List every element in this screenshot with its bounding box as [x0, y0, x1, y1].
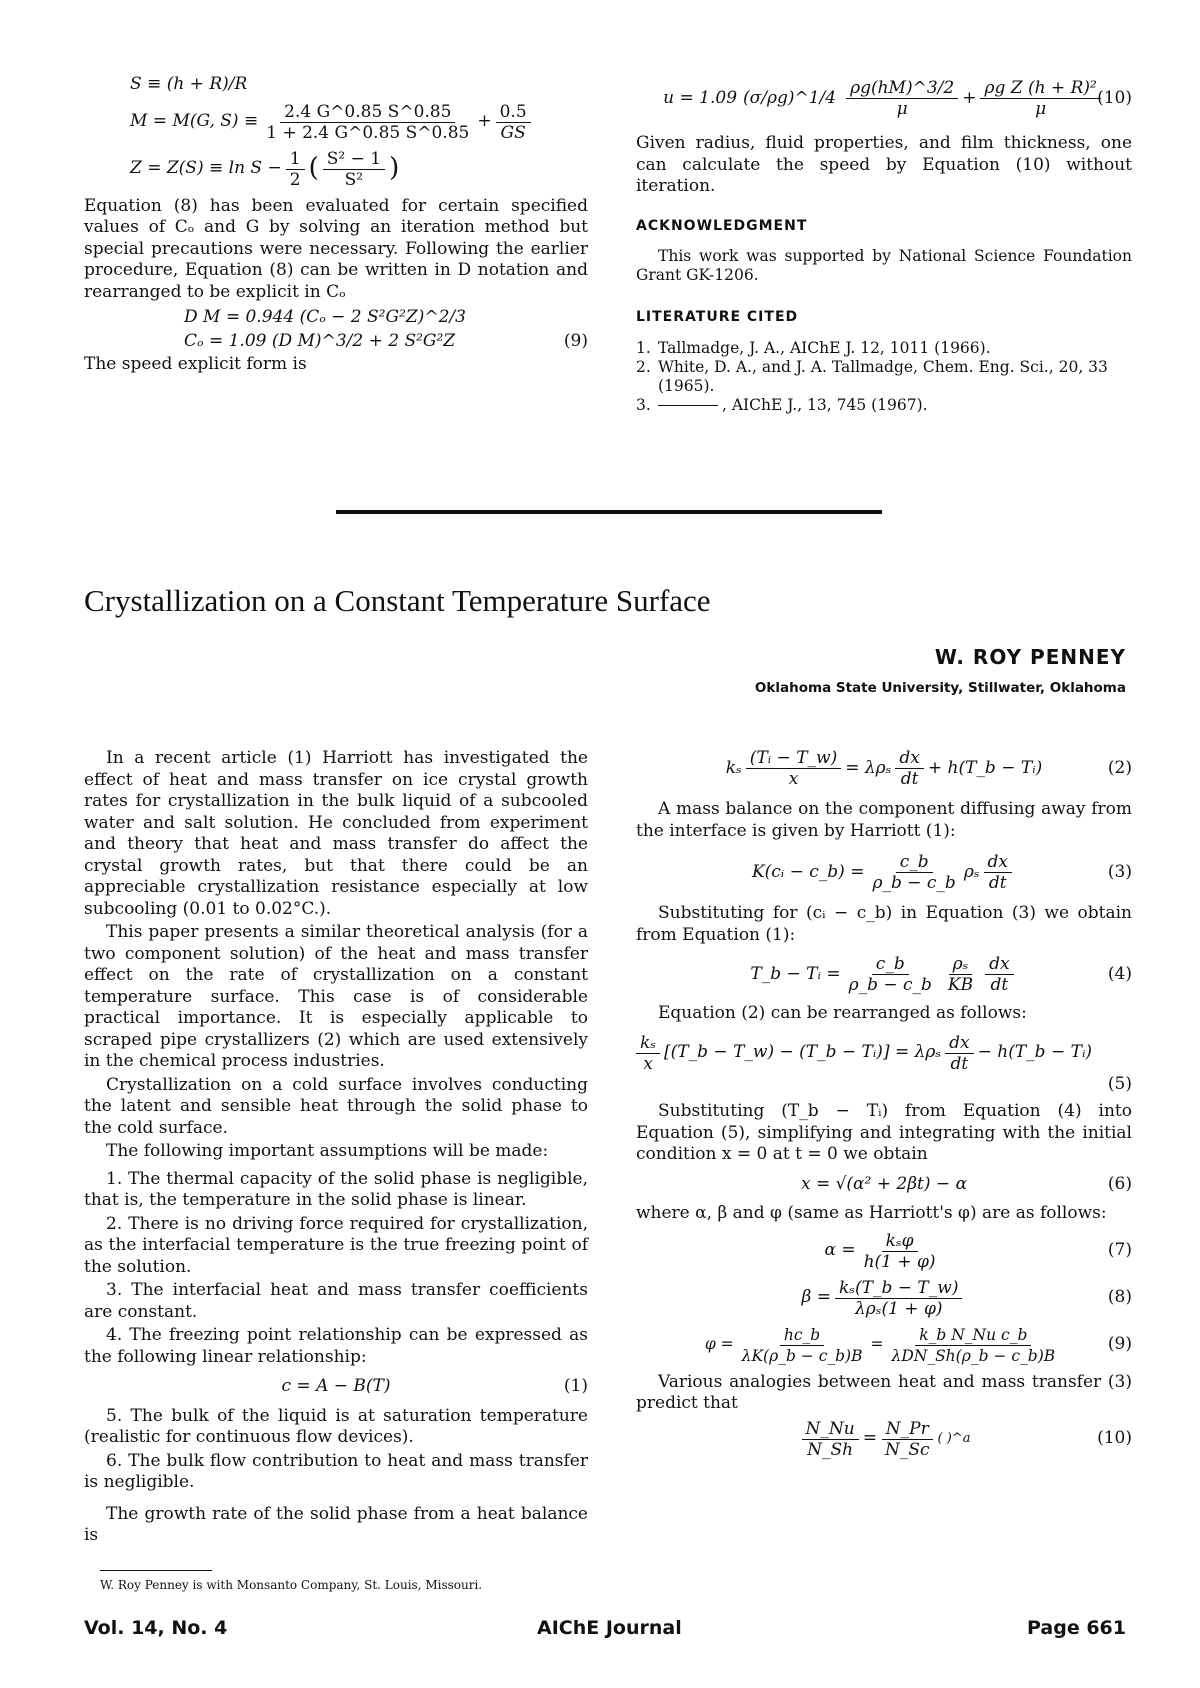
top-left-column: [84, 68, 588, 378]
equation-1: c = A − B(T) (1): [281, 1376, 588, 1396]
equation-4: T_b − Tᵢ = $\frac{c\_b}{\rho\_b - c\_b}$ $\frac{\text{ρₛ}}{KB}$ $\frac{dx}{dt}$ (4): [750, 954, 1132, 995]
equation-6: x = √(α² + 2βt) − α (6): [800, 1173, 1132, 1194]
footer-journal: AIChE Journal: [537, 1617, 682, 1639]
equation-2: kₛ $\frac{\text{(Tᵢ − T\_w)}}{x}$ = λρₛ $\frac{dx}{dt}$ + h(T_b − Tᵢ) (2): [725, 748, 1132, 789]
assumption-item: 6. The bulk flow contribution to heat and mass transfer is negligible.: [84, 1450, 588, 1492]
paragraph: In a recent article (1) Harriott has investigated the effect of heat and mass transfer on ice crystal growth rates for crystallization in the bulk liquid of a subcooled water and salt solution. He concluded from experiment and theory that heat and mass transfer do affect the crystal growth rates, but that there could be an appreciable crystallization resistance especially at low subcooling (0.01 to 0.02°C.).: [84, 748, 588, 919]
paragraph: Substituting (T_b − Tᵢ) from Equation (4) into Equation (5), simplifying and integrating with the initial condition x = 0 at t = 0 we obtain: [636, 1101, 1132, 1164]
paragraph: Various analogies between heat and mass transfer (3) predict that: [636, 1371, 1132, 1413]
article-right-column: [636, 748, 1132, 1464]
equation-7: α = $\frac{\text{kₛφ}}{h(1 + \varphi)}$ (7): [824, 1230, 1132, 1272]
paragraph: The following important assumptions will be made:: [106, 1141, 549, 1161]
equation-number: (5): [1107, 1073, 1132, 1094]
paragraph: where α, β and φ (same as Harriott's φ) are as follows:: [636, 1203, 1107, 1223]
assumption-item: 4. The freezing point relationship can be expressed as the following linear relationship:: [84, 1325, 588, 1367]
paragraph: Substituting for (cᵢ − c_b) in Equation (3) we obtain from Equation (1):: [636, 903, 1132, 945]
paragraph: A mass balance on the component diffusing away from the interface is given by Harriott (1):: [636, 799, 1132, 841]
paragraph: Crystallization on a cold surface involves conducting the latent and sensible heat through the solid phase to the cold surface.: [84, 1074, 588, 1138]
acknowledgment-text: This work was supported by National Science Foundation Grant GK-1206.: [636, 247, 1132, 284]
article-author: W. ROY PENNEY: [934, 645, 1126, 669]
paragraph: Given radius, fluid properties, and film thickness, one can calculate the speed by Equation (10) without iteration.: [636, 133, 1132, 196]
assumption-item: 2. There is no driving force required for crystallization, as the interfacial temperature is the true freezing point of the solution.: [84, 1213, 588, 1277]
assumption-item: 3. The interfacial heat and mass transfer coefficients are constant.: [84, 1280, 588, 1322]
equation-s: S ≡ (h + R)/R: [130, 74, 248, 94]
equation-9: φ = $\frac{hc\_b}{\lambda K(\rho\_b - c\_b)B}$ = $\frac{\text{k\_b N\_Nu c\_b}}{\text{λDN\_Sh(ρ\_b − c\_b)B}}$ (9): [704, 1325, 1132, 1365]
reference-item: 2. White, D. A., and J. A. Tallmadge, Chem. Eng. Sci., 20, 33 (1965).: [636, 357, 1108, 395]
literature-heading: LITERATURE CITED: [636, 309, 799, 325]
article-title: Crystallization on a Constant Temperature Surface: [84, 583, 711, 618]
ditto-dash: [658, 405, 718, 406]
section-divider: [336, 510, 882, 514]
article-affiliation: Oklahoma State University, Stillwater, Oklahoma: [754, 680, 1126, 696]
acknowledgment-heading: ACKNOWLEDGMENT: [636, 217, 808, 234]
assumption-item: 1. The thermal capacity of the solid phase is negligible, that is, the temperature in the solid phase is linear.: [84, 1168, 588, 1210]
equation-10-top: u = 1.09 (σ/ρg)^1/4 $\frac{\rho g(hM)\^{}3/2}{\mu}$ + $\frac{\text{ρg Z (h + R)²}}{\mu}$ (10): [663, 78, 1132, 119]
article-left-column: [84, 748, 588, 1549]
paragraph: The speed explicit form is: [84, 354, 307, 374]
equation-9: Cₒ = 1.09 (D M)^3/2 + 2 S²G²Z (9): [184, 330, 588, 351]
equation-3: K(cᵢ − c_b) = $\frac{c\_b}{\rho\_b - c\_b}$ ρₛ $\frac{dx}{dt}$ (3): [751, 852, 1132, 893]
equation-5: $\frac{\text{kₛ}}{x}$ [(T_b − T_w) − (T_b − Tᵢ)] = λρₛ $\frac{dx}{dt}$ − h(T_b − Tᵢ): [636, 1033, 1132, 1074]
reference-item: 1. Tallmadge, J. A., AIChE J. 12, 1011 (1966).: [636, 338, 991, 357]
footnote-rule: [100, 1570, 212, 1571]
assumption-item: 5. The bulk of the liquid is at saturation temperature (realistic for continuous flow devices).: [84, 1405, 588, 1447]
equation-z: Z = Z(S) ≡ ln S − $\frac{1}{2}$ ( $\frac{\text{S² − 1}}{\text{S²}}$ ): [130, 148, 400, 190]
paragraph: Equation (2) can be rearranged as follows:: [658, 1003, 1027, 1023]
footer-page: Page 661: [1027, 1617, 1126, 1639]
top-right-column: [636, 70, 1132, 415]
footer-volume: Vol. 14, No. 4: [84, 1617, 228, 1639]
equation-m: M = M(G, S) ≡ $\frac{2.4 G\^{}0.85 S\^{}0.85}{1 + 2.4 G\^{}0.85 S\^{}0.85}$ + $\frac{0.5}{GS}$: [84, 102, 588, 143]
paragraph: The growth rate of the solid phase from a heat balance is: [84, 1503, 588, 1545]
paragraph: Equation (8) has been evaluated for certain specified values of Cₒ and G by solving an iteration method but special precautions were necessary. Following the earlier procedure, Equation (8) can be written in D notation and rearranged to be explicit in Cₒ: [84, 195, 588, 302]
footnote: W. Roy Penney is with Monsanto Company, St. Louis, Missouri.: [100, 1578, 483, 1592]
equation-10: $\frac{N\_Nu}{N\_Sh}$ = $\frac{N\_Pr}{N\_Sc}$ ( )^a (10): [636, 1419, 1132, 1460]
reference-item: 3. , AIChE J., 13, 745 (1967).: [636, 395, 928, 414]
equation-dm: D M = 0.944 (Cₒ − 2 S²G²Z)^2/3: [184, 307, 466, 327]
equation-8: β = $\frac{\text{kₛ(T\_b − T\_w)}}{\text{λρₛ(1 + φ)}}$ (8): [801, 1277, 1132, 1319]
paragraph: This paper presents a similar theoretical analysis (for a two component solution) of the heat and mass transfer effect on the rate of crystallization on a constant temperature surface. This case is of considerable practical importance. It is especially applicable to scraped pipe crystallizers (2) which are used extensively in the chemical process industries.: [84, 922, 588, 1071]
